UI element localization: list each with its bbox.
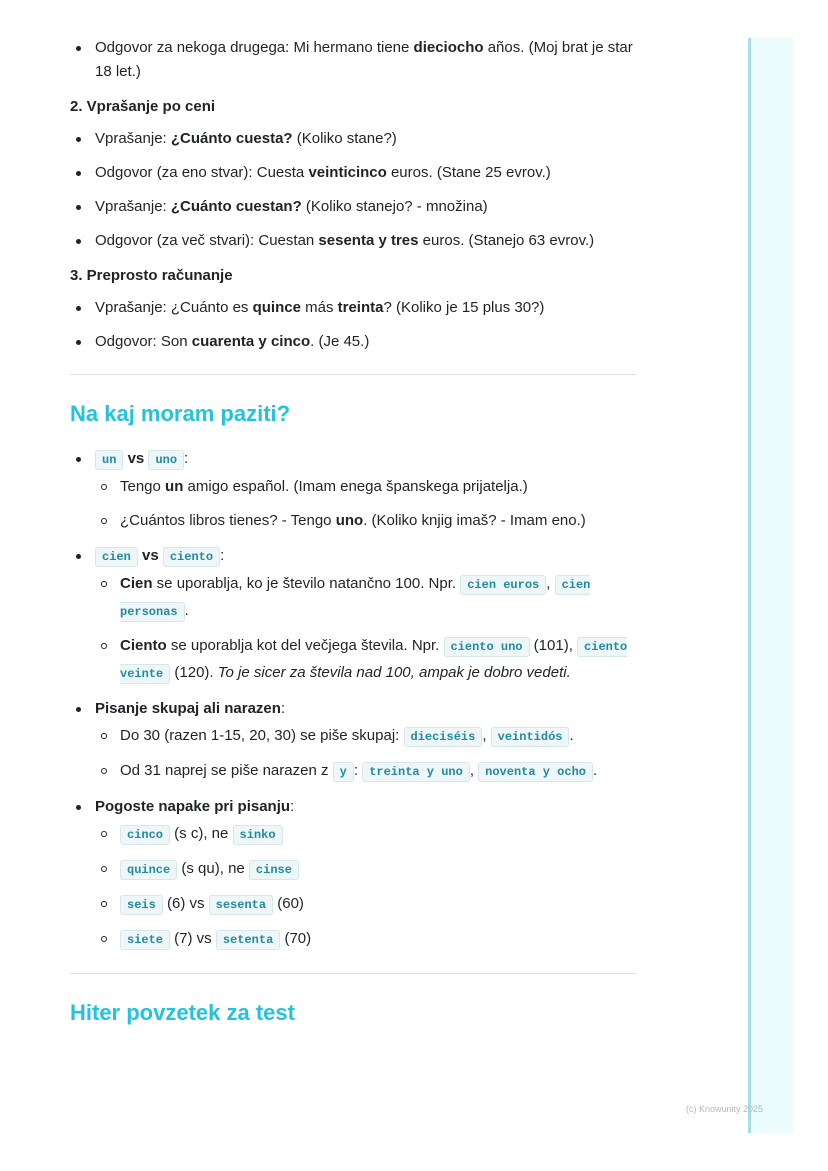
text: más (300, 299, 338, 316)
text: Odgovor za nekoga drugega: Mi hermano tiene (95, 39, 414, 56)
text: se uporablja, ko je število natančno 100. Npr. (152, 575, 461, 592)
sub-list-item (95, 633, 636, 687)
text: To je sicer za števila nad 100, ampak je dobro vedeti. (217, 664, 571, 681)
inline-code: quince (120, 860, 177, 880)
text: (Koliko stanejo? - množina) (301, 198, 488, 215)
sub-list-item (95, 891, 636, 918)
inline-code: veintidós (491, 727, 570, 747)
text: Vprašanje: (95, 130, 171, 147)
text: . (184, 602, 189, 619)
text: , (482, 727, 491, 744)
sub-list (95, 723, 636, 785)
sub-list-item (95, 758, 636, 785)
bold-text: sesenta y tres (318, 232, 419, 249)
text: Vprašanje: (95, 198, 171, 215)
bold-text: cuarenta y cinco (191, 333, 311, 350)
inline-code: uno (148, 450, 184, 470)
subheading: 2. Vprašanje po ceni (70, 98, 216, 115)
inline-code: un (95, 450, 123, 470)
divider (70, 973, 636, 974)
text: : (290, 798, 295, 815)
text: (60) (273, 895, 304, 912)
inline-code: seis (120, 895, 163, 915)
inline-code: siete (120, 930, 170, 950)
sub-list (95, 474, 636, 534)
text: ¿Cuántos libros tienes? - Tengo (120, 512, 336, 529)
sub-list (95, 571, 636, 687)
text: Vprašanje: ¿Cuánto es (95, 299, 253, 316)
inline-code: dieciséis (404, 727, 483, 747)
text: euros. (Stane 25 evrov.) (386, 164, 551, 181)
list-item (70, 544, 636, 687)
bold-text: Ciento (120, 637, 167, 654)
sub-list-item (95, 926, 636, 953)
section-heading: Hiter povzetek za test (70, 1000, 295, 1025)
inline-code: noventa y ocho (478, 762, 593, 782)
inline-code: sesenta (209, 895, 273, 915)
text: años. (Moj brat je star 18 let.) (95, 39, 633, 80)
text: . (Koliko knjig imaš? - Imam eno.) (363, 512, 586, 529)
text: amigo español. (Imam enega španskega prijatelja.) (183, 478, 528, 495)
bullet-list (70, 127, 636, 253)
bullet-list (70, 447, 636, 953)
inline-code: ciento uno (444, 637, 530, 657)
list-item (70, 127, 636, 151)
inline-code: y (333, 762, 354, 782)
inline-code: sinko (233, 825, 283, 845)
sub-list-item (95, 474, 636, 500)
inline-code: treinta y uno (362, 762, 470, 782)
list-item (70, 36, 636, 84)
text: : (184, 450, 189, 467)
text: , (469, 762, 479, 779)
text: (s qu), ne (177, 860, 249, 877)
sub-list-item (95, 723, 636, 750)
bold-text: dieciocho (413, 39, 484, 56)
bold-text: uno (335, 512, 364, 529)
text: (120). (170, 664, 218, 681)
inline-code: cinse (249, 860, 299, 880)
bold-text: veinticinco (308, 164, 387, 181)
copyright: (c) Knowunity 2025 (686, 1104, 764, 1114)
list-item (70, 195, 636, 219)
inline-code: cien personas (120, 575, 590, 622)
bullet-list (70, 36, 636, 84)
list-item (70, 447, 636, 534)
list-item (70, 161, 636, 185)
text: ? (Koliko je 15 plus 30?) (383, 299, 545, 316)
sub-list-item (95, 508, 636, 534)
bold-text: vs (141, 547, 159, 564)
sub-list-item (95, 856, 636, 883)
list-item (70, 330, 636, 354)
text: Odgovor (za več stvari): Cuestan (95, 232, 319, 249)
text: Odgovor (za eno stvar): Cuesta (95, 164, 309, 181)
bold-text: Pisanje skupaj ali narazen (95, 700, 281, 717)
side-panel (748, 38, 793, 1133)
inline-code: cien euros (460, 575, 546, 595)
inline-code: ciento veinte (120, 637, 627, 684)
inline-code: cinco (120, 825, 170, 845)
text: . (569, 727, 574, 744)
inline-code: ciento (163, 547, 220, 567)
inline-code: setenta (216, 930, 280, 950)
bullet-list (70, 296, 636, 354)
bold-text: quince (252, 299, 301, 316)
sub-list-item (95, 821, 636, 848)
text: Do 30 (razen 1-15, 20, 30) se piše skupaj: (120, 727, 404, 744)
text: euros. (Stanejo 63 evrov.) (418, 232, 595, 249)
text: se uporablja kot del večjega števila. Npr. (166, 637, 444, 654)
text: (7) vs (170, 930, 216, 947)
subheading: 3. Preprosto računanje (70, 267, 233, 284)
text: : (353, 762, 363, 779)
bold-text: ¿Cuánto cuestan? (170, 198, 302, 215)
text: , (546, 575, 555, 592)
document-content (70, 36, 636, 1046)
text: : (280, 700, 286, 717)
list-item (70, 795, 636, 953)
text: Odgovor: Son (95, 333, 192, 350)
text: (s c), ne (170, 825, 233, 842)
bold-text: ¿Cuánto cuesta? (170, 130, 293, 147)
bold-text: vs (127, 450, 145, 467)
bold-text: un (165, 478, 184, 495)
text: (6) vs (162, 895, 209, 912)
sub-list-item (95, 571, 636, 625)
list-item (70, 229, 636, 253)
section-heading: Na kaj moram paziti? (70, 401, 291, 426)
bold-text: Pogoste napake pri pisanju (95, 798, 291, 815)
text: : (220, 547, 225, 564)
text: (70) (280, 930, 312, 947)
text: . (Je 45.) (310, 333, 370, 350)
sub-list (95, 821, 636, 953)
text: Od 31 naprej se piše narazen z (120, 762, 333, 779)
text: . (592, 762, 598, 779)
inline-code: cien (95, 547, 138, 567)
text: Tengo (120, 478, 166, 495)
text: (101), (529, 637, 578, 654)
list-item (70, 697, 636, 785)
divider (70, 374, 636, 375)
text: (Koliko stane?) (292, 130, 397, 147)
bold-text: Cien (120, 575, 153, 592)
bold-text: treinta (337, 299, 384, 316)
list-item (70, 296, 636, 320)
